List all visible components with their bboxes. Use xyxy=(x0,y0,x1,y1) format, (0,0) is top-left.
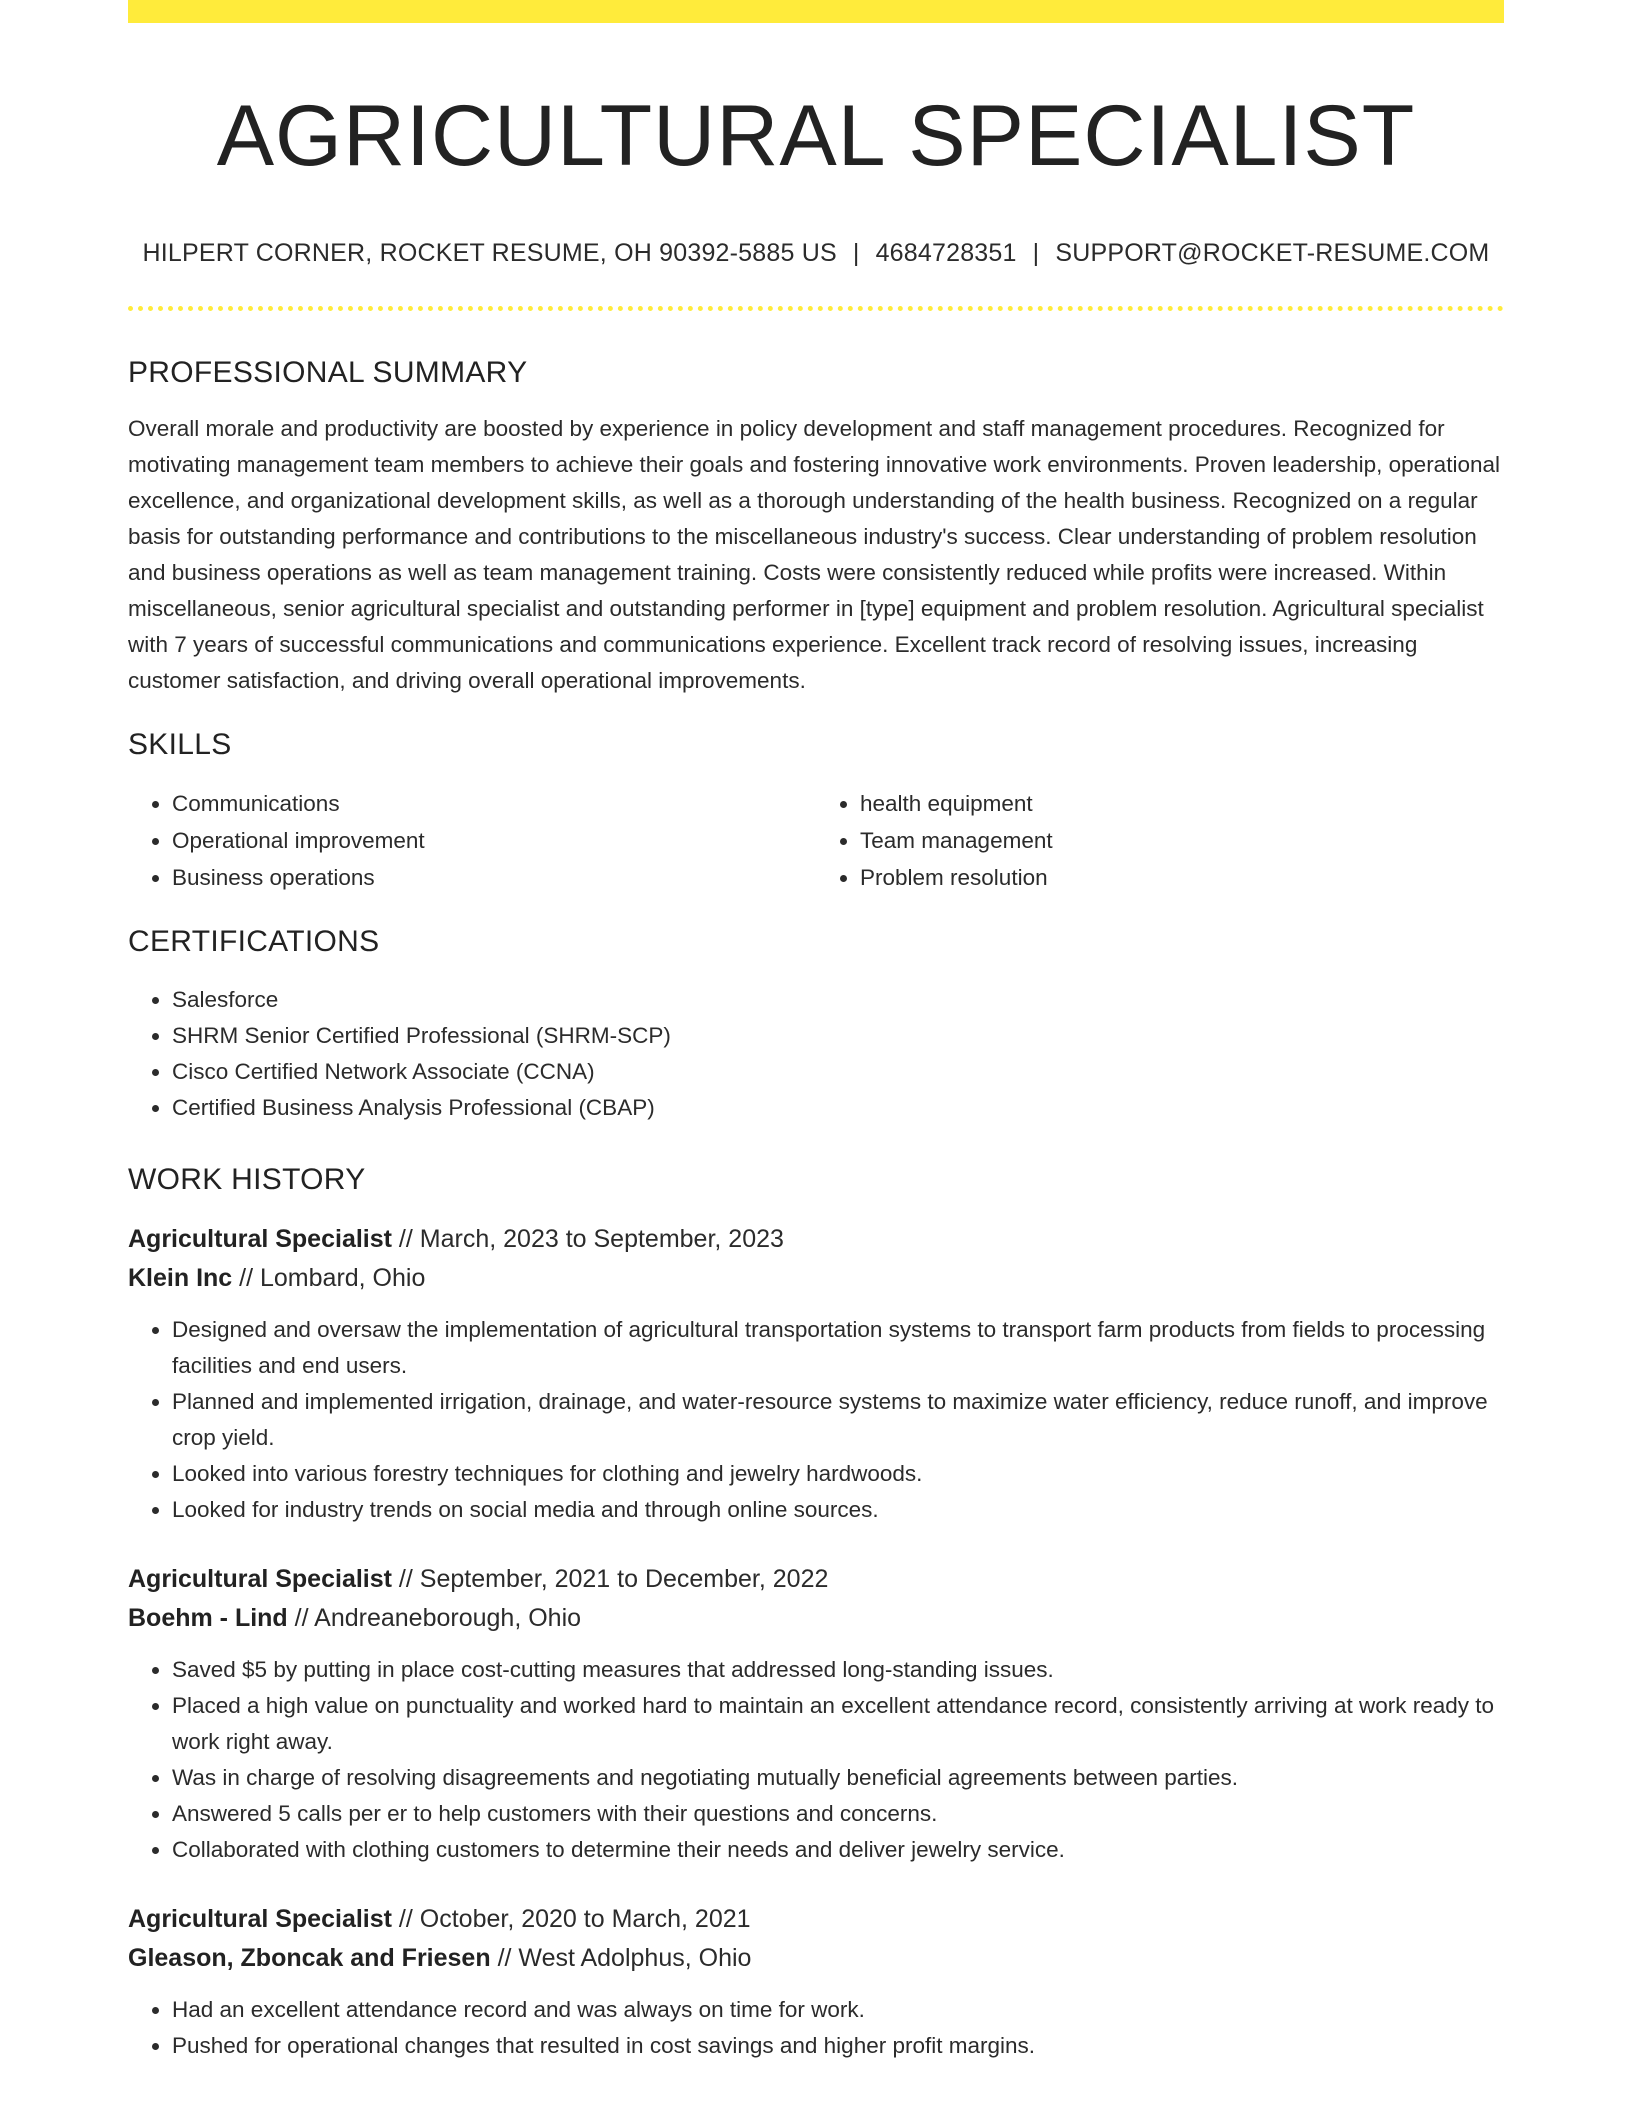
skill-item: • Team management xyxy=(860,822,1504,859)
job-company: Klein Inc xyxy=(128,1264,233,1292)
certification-item: • Cisco Certified Network Associate (CCNA) xyxy=(172,1054,1504,1090)
dotted-divider xyxy=(128,306,1504,311)
job-delimiter: // xyxy=(294,1604,309,1632)
skill-item: • Communications xyxy=(172,785,816,822)
skills-grid xyxy=(128,785,1504,896)
job-entry xyxy=(128,1900,1504,2064)
summary-heading: PROFESSIONAL SUMMARY xyxy=(128,356,528,389)
job-bullet: • Placed a high value on punctuality and worked hard to maintain an excellent attendance record, consistently arriving at work ready to work right away. xyxy=(172,1688,1504,1760)
certifications-list xyxy=(128,982,1504,1126)
accent-top-bar xyxy=(128,0,1504,23)
job-title-line xyxy=(128,1560,1504,1638)
job-bullet: • Looked for industry trends on social media and through online sources. xyxy=(172,1492,1504,1528)
skill-item: • Operational improvement xyxy=(172,822,816,859)
job-bullet: • Had an excellent attendance record and was always on time for work. xyxy=(172,1992,1504,2028)
contact-separator: | xyxy=(852,239,860,267)
job-company: Boehm - Lind xyxy=(128,1604,288,1632)
skill-item: • Problem resolution xyxy=(860,859,1504,896)
job-bullet: • Designed and oversaw the implementation of agricultural transportation systems to transport farm products from fields to processing facilities and end users. xyxy=(172,1312,1504,1384)
job-entry xyxy=(128,1220,1504,1528)
contact-line xyxy=(128,238,1504,268)
job-title-line xyxy=(128,1900,1504,1978)
certification-item: • SHRM Senior Certified Professional (SHRM-SCP) xyxy=(172,1018,1504,1054)
resume-page xyxy=(128,0,1504,2064)
job-dates: September, 2021 to December, 2022 xyxy=(419,1565,829,1593)
job-company: Gleason, Zboncak and Friesen xyxy=(128,1944,491,1972)
certifications-heading: CERTIFICATIONS xyxy=(128,925,380,958)
job-entry xyxy=(128,1560,1504,1868)
contact-email: SUPPORT@ROCKET-RESUME.COM xyxy=(1055,239,1490,267)
job-dates: October, 2020 to March, 2021 xyxy=(419,1905,751,1933)
job-location: Andreaneborough, Ohio xyxy=(314,1604,582,1632)
job-bullet: • Answered 5 calls per er to help customers with their questions and concerns. xyxy=(172,1796,1504,1832)
candidate-name: AGRICULTURAL SPECIALIST xyxy=(216,88,1416,184)
job-bullet: • Pushed for operational changes that resulted in cost savings and higher profit margins. xyxy=(172,2028,1504,2064)
skills-column-right xyxy=(816,785,1504,896)
job-location: Lombard, Ohio xyxy=(260,1264,426,1292)
certification-item: • Salesforce xyxy=(172,982,1504,1018)
job-bullets xyxy=(128,1992,1504,2064)
contact-phone: 4684728351 xyxy=(875,239,1017,267)
job-title-line xyxy=(128,1220,1504,1298)
skills-heading: SKILLS xyxy=(128,728,232,761)
skills-column-left xyxy=(128,785,816,896)
job-location: West Adolphus, Ohio xyxy=(518,1944,752,1972)
job-delimiter: // xyxy=(398,1225,413,1253)
job-bullets xyxy=(128,1312,1504,1528)
job-bullet: • Looked into various forestry techniques for clothing and jewelry hardwoods. xyxy=(172,1456,1504,1492)
certification-item: • Certified Business Analysis Professional (CBAP) xyxy=(172,1090,1504,1126)
job-delimiter: // xyxy=(497,1944,512,1972)
job-role: Agricultural Specialist xyxy=(128,1905,392,1933)
work-history-heading: WORK HISTORY xyxy=(128,1163,366,1196)
job-bullets xyxy=(128,1652,1504,1868)
job-dates: March, 2023 to September, 2023 xyxy=(419,1225,784,1253)
job-role: Agricultural Specialist xyxy=(128,1565,392,1593)
contact-separator: | xyxy=(1032,239,1040,267)
job-delimiter: // xyxy=(398,1905,413,1933)
summary-text: Overall morale and productivity are boosted by experience in policy development and staff management procedures. Recognized for motivating management team members to achieve their goals and fostering innovative work environments. Proven leadership, operational excellence, and organizational development skills, as well as a thorough understanding of the health business. Recognized on a regular basis for outstanding performance and contributions to the miscellaneous industry's success. Clear understanding of problem resolution and business operations as well as team management training. Costs were consistently reduced while profits were increased. Within miscellaneous, senior agricultural specialist and outstanding performer in [type] equipment and problem resolution. Agricultural specialist with 7 years of successful communications and communications experience. Excellent track record of resolving issues, increasing customer satisfaction, and driving overall operational improvements. xyxy=(128,416,1500,693)
job-bullet: • Collaborated with clothing customers to determine their needs and deliver jewelry service. xyxy=(172,1832,1504,1868)
job-bullet: • Planned and implemented irrigation, drainage, and water-resource systems to maximize water efficiency, reduce runoff, and improve crop yield. xyxy=(172,1384,1504,1456)
contact-address: HILPERT CORNER, ROCKET RESUME, OH 90392-5885 US xyxy=(142,239,837,267)
job-role: Agricultural Specialist xyxy=(128,1225,392,1253)
job-delimiter: // xyxy=(398,1565,413,1593)
job-delimiter: // xyxy=(239,1264,254,1292)
job-bullet: • Was in charge of resolving disagreements and negotiating mutually beneficial agreements between parties. xyxy=(172,1760,1504,1796)
job-bullet: • Saved $5 by putting in place cost-cutting measures that addressed long-standing issues. xyxy=(172,1652,1504,1688)
skill-item: • Business operations xyxy=(172,859,816,896)
skill-item: • health equipment xyxy=(860,785,1504,822)
